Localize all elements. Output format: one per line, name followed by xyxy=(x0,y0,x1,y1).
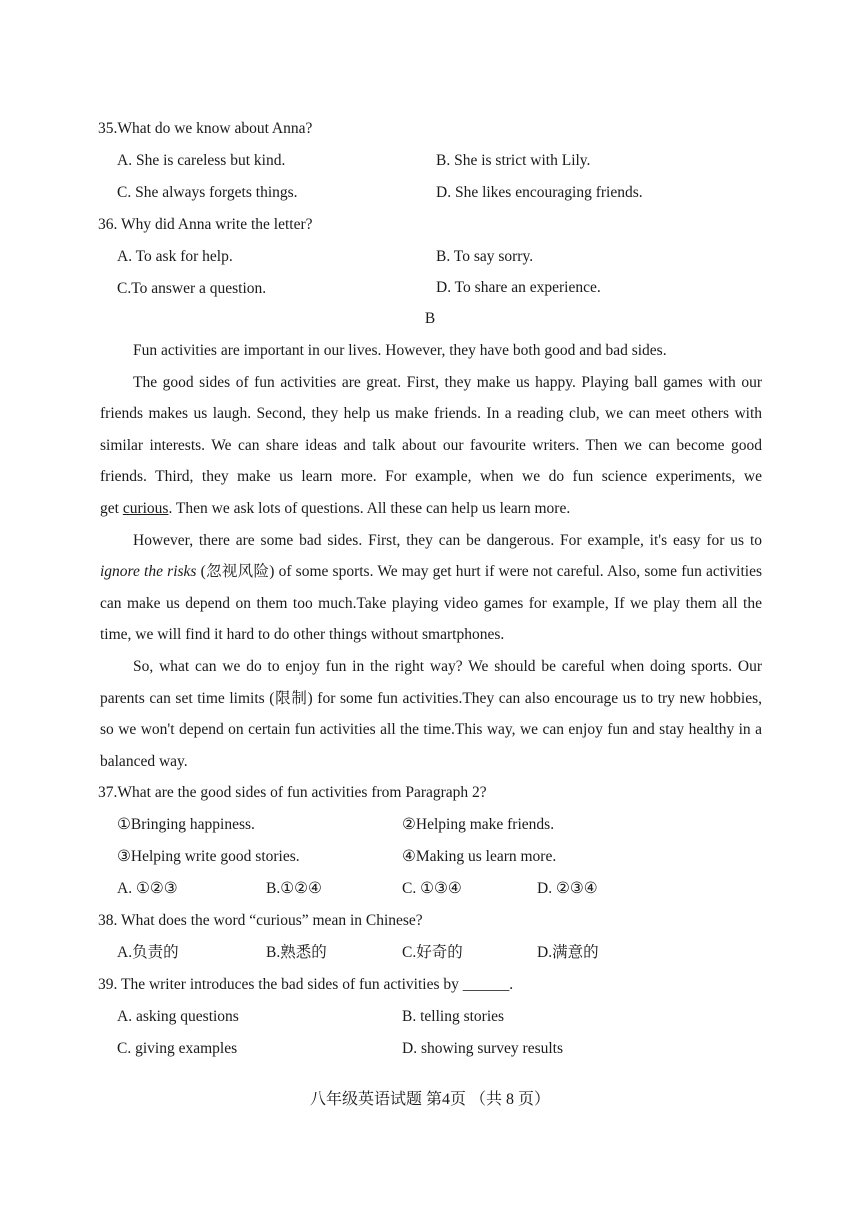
q38-option-c: C.好奇的 xyxy=(402,944,463,961)
q37-option-a: A. ①②③ xyxy=(117,880,178,897)
reading-passage xyxy=(100,335,762,777)
q36-option-a: A. To ask for help. xyxy=(117,248,233,265)
passage-paragraph-2: The good sides of fun activities are great. First, they make us happy. Playing ball games with our friends makes us laugh. Second, they help us make friends. In a reading club, we can meet others with similar interests. We can share ideas and talk about our favourite writers. Then we can become good friends. Third, they make us learn more. For example, when we do fun science experiments, we get curious. Then we ask lots of questions. All these can help us learn more. xyxy=(100,373,762,517)
q37-statement-1: ①Bringing happiness. xyxy=(117,816,255,833)
q35-option-a: A. She is careless but kind. xyxy=(117,152,286,169)
answer-blank: ______ xyxy=(462,976,510,993)
q37-statement-2: ②Helping make friends. xyxy=(402,816,555,833)
passage-paragraph-1: Fun activities are important in our lives. However, they have both good and bad sides. xyxy=(133,342,667,359)
q39-stem: 39. The writer introduces the bad sides of fun activities by ______. xyxy=(98,976,514,993)
q38-option-b: B.熟悉的 xyxy=(266,944,327,961)
ignore-risks-phrase: ignore the risks xyxy=(100,563,197,581)
q35-option-c: C. She always forgets things. xyxy=(117,184,298,201)
q37-statement-4: ④Making us learn more. xyxy=(402,848,557,865)
q35-option-b: B. She is strict with Lily. xyxy=(436,152,591,169)
q36-option-c: C.To answer a question. xyxy=(117,280,267,297)
passage-paragraph-3: However, there are some bad sides. First, they can be dangerous. For example, it's easy for us to ignore the risks (忽视风险) of some sports. We may get hurt if were not careful. Also, some fun activities can make us depend on them too much.Take playing video games for example, If we play them all the time, we will find it hard to do other things without smartphones. xyxy=(100,531,762,644)
q37-option-b: B.①②④ xyxy=(266,880,322,897)
q39-option-a: A. asking questions xyxy=(117,1008,239,1025)
q38-option-a: A.负责的 xyxy=(117,944,179,961)
curious-word: curious xyxy=(122,499,169,517)
q39-option-c: C. giving examples xyxy=(117,1040,238,1057)
page-footer: 八年级英语试题 第4页 （共 8 页） xyxy=(309,1091,550,1108)
q35-stem: 35.What do we know about Anna? xyxy=(98,120,313,137)
q37-option-c: C. ①③④ xyxy=(402,880,462,897)
q36-option-b: B. To say sorry. xyxy=(436,248,534,265)
q38-option-d: D.满意的 xyxy=(537,944,599,961)
passage-paragraph-4: So, what can we do to enjoy fun in the right way? We should be careful when doing sports. Our parents can set time limits (限制) for some fun activities.They can also encourage us to try new hobbies, so we won't depend on certain fun activities all the time.This way, we can enjoy fun and stay healthy in a balanced way. xyxy=(100,657,762,770)
q37-option-d: D. ②③④ xyxy=(537,880,598,897)
q36-stem: 36. Why did Anna write the letter? xyxy=(98,216,313,233)
q37-statement-3: ③Helping write good stories. xyxy=(117,848,300,865)
q39-option-d: D. showing survey results xyxy=(402,1040,564,1057)
q36-option-d: D. To share an experience. xyxy=(436,279,601,296)
q35-option-d: D. She likes encouraging friends. xyxy=(436,184,643,201)
section-heading: B xyxy=(424,310,436,327)
q39-option-b: B. telling stories xyxy=(402,1008,505,1025)
q38-stem: 38. What does the word “curious” mean in Chinese? xyxy=(98,912,423,929)
q37-stem: 37.What are the good sides of fun activities from Paragraph 2? xyxy=(98,784,487,801)
